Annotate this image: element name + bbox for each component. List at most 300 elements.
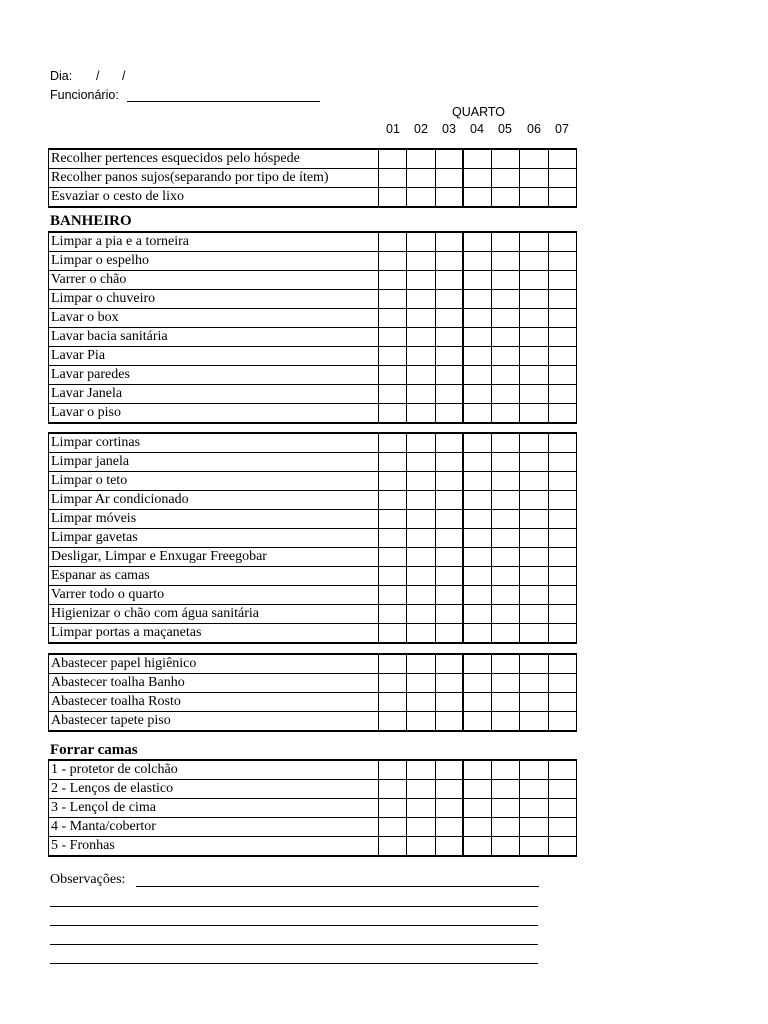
checklist-row bbox=[49, 837, 577, 857]
room-checkbox-cell[interactable] bbox=[520, 472, 548, 491]
task-label: Abastecer toalha Banho bbox=[49, 674, 379, 693]
room-checkbox-cell[interactable] bbox=[492, 472, 520, 491]
room-checkbox-cell[interactable] bbox=[379, 624, 407, 644]
room-checkbox-cell[interactable] bbox=[463, 674, 491, 693]
checklist-row bbox=[49, 605, 577, 624]
funcionario-blank-line bbox=[127, 101, 320, 102]
room-checkbox-cell[interactable] bbox=[520, 271, 548, 290]
room-checkbox-cell[interactable] bbox=[492, 366, 520, 385]
task-label: 3 - Lençol de cima bbox=[49, 799, 379, 818]
section-heading-forrar-camas: Forrar camas bbox=[50, 742, 138, 758]
room-checkbox-cell[interactable] bbox=[379, 309, 407, 328]
room-checkbox-cell[interactable] bbox=[407, 693, 435, 712]
room-number: 06 bbox=[527, 122, 541, 136]
room-number: 05 bbox=[498, 122, 512, 136]
task-label: Recolher pertences esquecidos pelo hóspede bbox=[49, 149, 379, 169]
room-checkbox-cell[interactable] bbox=[379, 605, 407, 624]
room-checkbox-cell[interactable] bbox=[379, 271, 407, 290]
room-checkbox-cell[interactable] bbox=[548, 472, 576, 491]
room-checkbox-cell[interactable] bbox=[548, 567, 576, 586]
room-checkbox-cell[interactable] bbox=[548, 252, 576, 271]
checklist-row bbox=[49, 404, 577, 424]
date-separator: / bbox=[96, 69, 100, 83]
room-checkbox-cell[interactable] bbox=[407, 328, 435, 347]
checklist-row bbox=[49, 491, 577, 510]
room-checkbox-cell[interactable] bbox=[492, 780, 520, 799]
room-checkbox-cell[interactable] bbox=[463, 149, 491, 169]
room-checkbox-cell[interactable] bbox=[379, 328, 407, 347]
room-checkbox-cell[interactable] bbox=[407, 188, 435, 208]
room-checkbox-cell[interactable] bbox=[435, 586, 463, 605]
room-checkbox-cell[interactable] bbox=[492, 385, 520, 404]
room-checkbox-cell[interactable] bbox=[435, 328, 463, 347]
checklist-row bbox=[49, 472, 577, 491]
task-label: 2 - Lenços de elastico bbox=[49, 780, 379, 799]
room-checkbox-cell[interactable] bbox=[548, 586, 576, 605]
room-checkbox-cell[interactable] bbox=[520, 347, 548, 366]
room-checkbox-cell[interactable] bbox=[492, 654, 520, 674]
checklist-row bbox=[49, 290, 577, 309]
room-checkbox-cell[interactable] bbox=[379, 567, 407, 586]
room-checkbox-cell[interactable] bbox=[520, 169, 548, 188]
room-checkbox-cell[interactable] bbox=[492, 271, 520, 290]
task-label: Varrer o chão bbox=[49, 271, 379, 290]
room-checkbox-cell[interactable] bbox=[520, 404, 548, 424]
quarto-header: QUARTO bbox=[452, 105, 506, 119]
task-label: Limpar Ar condicionado bbox=[49, 491, 379, 510]
room-checkbox-cell[interactable] bbox=[492, 586, 520, 605]
room-checkbox-cell[interactable] bbox=[548, 149, 576, 169]
task-label: Limpar portas a maçanetas bbox=[49, 624, 379, 644]
room-checkbox-cell[interactable] bbox=[435, 712, 463, 732]
room-checkbox-cell[interactable] bbox=[379, 290, 407, 309]
room-checkbox-cell[interactable] bbox=[435, 404, 463, 424]
room-checkbox-cell[interactable] bbox=[379, 837, 407, 857]
room-checkbox-cell[interactable] bbox=[548, 818, 576, 837]
room-checkbox-cell[interactable] bbox=[435, 309, 463, 328]
room-checkbox-cell[interactable] bbox=[435, 188, 463, 208]
task-label: Lavar Janela bbox=[49, 385, 379, 404]
room-checkbox-cell[interactable] bbox=[435, 232, 463, 252]
room-checkbox-cell[interactable] bbox=[407, 491, 435, 510]
room-checkbox-cell[interactable] bbox=[379, 433, 407, 453]
room-checkbox-cell[interactable] bbox=[463, 290, 491, 309]
room-checkbox-cell[interactable] bbox=[435, 252, 463, 271]
task-label: Limpar gavetas bbox=[49, 529, 379, 548]
room-checkbox-cell[interactable] bbox=[548, 188, 576, 208]
checklist-row bbox=[49, 169, 577, 188]
room-checkbox-cell[interactable] bbox=[548, 674, 576, 693]
room-checkbox-cell[interactable] bbox=[463, 799, 491, 818]
room-checkbox-cell[interactable] bbox=[548, 799, 576, 818]
room-checkbox-cell[interactable] bbox=[435, 529, 463, 548]
checklist-row bbox=[49, 328, 577, 347]
room-checkbox-cell[interactable] bbox=[379, 188, 407, 208]
room-checkbox-cell[interactable] bbox=[379, 252, 407, 271]
room-checkbox-cell[interactable] bbox=[407, 309, 435, 328]
room-checkbox-cell[interactable] bbox=[548, 712, 576, 732]
room-checkbox-cell[interactable] bbox=[520, 605, 548, 624]
room-checkbox-cell[interactable] bbox=[492, 760, 520, 780]
room-checkbox-cell[interactable] bbox=[463, 491, 491, 510]
room-checkbox-cell[interactable] bbox=[379, 712, 407, 732]
room-checkbox-cell[interactable] bbox=[379, 491, 407, 510]
room-checkbox-cell[interactable] bbox=[463, 385, 491, 404]
checklist-row bbox=[49, 529, 577, 548]
room-checkbox-cell[interactable] bbox=[548, 693, 576, 712]
room-checkbox-cell[interactable] bbox=[492, 799, 520, 818]
date-separator: / bbox=[122, 69, 126, 83]
room-checkbox-cell[interactable] bbox=[492, 149, 520, 169]
room-checkbox-cell[interactable] bbox=[379, 404, 407, 424]
room-checkbox-cell[interactable] bbox=[463, 169, 491, 188]
room-checkbox-cell[interactable] bbox=[407, 366, 435, 385]
room-checkbox-cell[interactable] bbox=[463, 586, 491, 605]
task-label: Abastecer toalha Rosto bbox=[49, 693, 379, 712]
room-checkbox-cell[interactable] bbox=[520, 548, 548, 567]
room-checkbox-cell[interactable] bbox=[435, 290, 463, 309]
checklist-row bbox=[49, 252, 577, 271]
room-checkbox-cell[interactable] bbox=[435, 818, 463, 837]
room-checkbox-cell[interactable] bbox=[463, 818, 491, 837]
room-checkbox-cell[interactable] bbox=[379, 385, 407, 404]
room-checkbox-cell[interactable] bbox=[463, 567, 491, 586]
room-checkbox-cell[interactable] bbox=[520, 385, 548, 404]
room-checkbox-cell[interactable] bbox=[463, 780, 491, 799]
room-number: 03 bbox=[442, 122, 456, 136]
room-checkbox-cell[interactable] bbox=[435, 453, 463, 472]
room-checkbox-cell[interactable] bbox=[548, 760, 576, 780]
room-checkbox-cell[interactable] bbox=[492, 328, 520, 347]
room-checkbox-cell[interactable] bbox=[520, 586, 548, 605]
checklist-row bbox=[49, 693, 577, 712]
checklist-row bbox=[49, 149, 577, 169]
room-checkbox-cell[interactable] bbox=[407, 674, 435, 693]
room-checkbox-cell[interactable] bbox=[520, 309, 548, 328]
section-heading-banheiro: BANHEIRO bbox=[50, 213, 132, 229]
room-checkbox-cell[interactable] bbox=[520, 149, 548, 169]
room-checkbox-cell[interactable] bbox=[435, 780, 463, 799]
room-checkbox-cell[interactable] bbox=[463, 624, 491, 644]
task-label: Esvaziar o cesto de lixo bbox=[49, 188, 379, 208]
room-checkbox-cell[interactable] bbox=[548, 366, 576, 385]
room-checkbox-cell[interactable] bbox=[548, 510, 576, 529]
observacoes-blank-line bbox=[50, 906, 538, 907]
room-checkbox-cell[interactable] bbox=[492, 188, 520, 208]
room-checkbox-cell[interactable] bbox=[407, 453, 435, 472]
room-checkbox-cell[interactable] bbox=[463, 693, 491, 712]
room-checkbox-cell[interactable] bbox=[492, 674, 520, 693]
room-checkbox-cell[interactable] bbox=[435, 799, 463, 818]
room-checkbox-cell[interactable] bbox=[435, 366, 463, 385]
room-checkbox-cell[interactable] bbox=[492, 491, 520, 510]
room-checkbox-cell[interactable] bbox=[548, 605, 576, 624]
room-number: 02 bbox=[414, 122, 428, 136]
room-checkbox-cell[interactable] bbox=[520, 567, 548, 586]
room-number: 07 bbox=[555, 122, 569, 136]
room-checkbox-cell[interactable] bbox=[548, 385, 576, 404]
room-checkbox-cell[interactable] bbox=[379, 548, 407, 567]
room-checkbox-cell[interactable] bbox=[463, 605, 491, 624]
room-checkbox-cell[interactable] bbox=[492, 252, 520, 271]
room-checkbox-cell[interactable] bbox=[492, 818, 520, 837]
room-checkbox-cell[interactable] bbox=[379, 510, 407, 529]
room-checkbox-cell[interactable] bbox=[492, 290, 520, 309]
room-checkbox-cell[interactable] bbox=[463, 453, 491, 472]
room-checkbox-cell[interactable] bbox=[407, 605, 435, 624]
checklist-row bbox=[49, 780, 577, 799]
room-checkbox-cell[interactable] bbox=[435, 385, 463, 404]
room-checkbox-cell[interactable] bbox=[548, 624, 576, 644]
room-checkbox-cell[interactable] bbox=[435, 510, 463, 529]
checklist-row bbox=[49, 674, 577, 693]
room-checkbox-cell[interactable] bbox=[407, 232, 435, 252]
room-checkbox-cell[interactable] bbox=[463, 366, 491, 385]
room-checkbox-cell[interactable] bbox=[548, 491, 576, 510]
room-checkbox-cell[interactable] bbox=[407, 510, 435, 529]
room-checkbox-cell[interactable] bbox=[463, 232, 491, 252]
room-checkbox-cell[interactable] bbox=[463, 271, 491, 290]
room-checkbox-cell[interactable] bbox=[548, 169, 576, 188]
room-checkbox-cell[interactable] bbox=[520, 453, 548, 472]
task-label: Limpar móveis bbox=[49, 510, 379, 529]
room-checkbox-cell[interactable] bbox=[435, 548, 463, 567]
room-checkbox-cell[interactable] bbox=[463, 472, 491, 491]
room-checkbox-cell[interactable] bbox=[463, 328, 491, 347]
room-checkbox-cell[interactable] bbox=[379, 347, 407, 366]
room-checkbox-cell[interactable] bbox=[520, 624, 548, 644]
room-checkbox-cell[interactable] bbox=[463, 654, 491, 674]
room-checkbox-cell[interactable] bbox=[435, 169, 463, 188]
observacoes-blank-line bbox=[50, 925, 538, 926]
room-checkbox-cell[interactable] bbox=[492, 605, 520, 624]
room-checkbox-cell[interactable] bbox=[435, 605, 463, 624]
checklist-row bbox=[49, 654, 577, 674]
room-checkbox-cell[interactable] bbox=[548, 290, 576, 309]
room-checkbox-cell[interactable] bbox=[520, 529, 548, 548]
room-checkbox-cell[interactable] bbox=[548, 433, 576, 453]
room-checkbox-cell[interactable] bbox=[492, 567, 520, 586]
room-checkbox-cell[interactable] bbox=[520, 693, 548, 712]
room-checkbox-cell[interactable] bbox=[407, 586, 435, 605]
room-checkbox-cell[interactable] bbox=[492, 548, 520, 567]
room-checkbox-cell[interactable] bbox=[379, 149, 407, 169]
room-checkbox-cell[interactable] bbox=[435, 760, 463, 780]
task-label: Limpar o espelho bbox=[49, 252, 379, 271]
room-checkbox-cell[interactable] bbox=[520, 780, 548, 799]
room-checkbox-cell[interactable] bbox=[407, 433, 435, 453]
room-checkbox-cell[interactable] bbox=[492, 232, 520, 252]
room-checkbox-cell[interactable] bbox=[548, 837, 576, 857]
room-checkbox-cell[interactable] bbox=[520, 290, 548, 309]
observacoes-blank-line bbox=[50, 944, 538, 945]
room-checkbox-cell[interactable] bbox=[492, 453, 520, 472]
room-checkbox-cell[interactable] bbox=[492, 712, 520, 732]
room-checkbox-cell[interactable] bbox=[463, 433, 491, 453]
room-checkbox-cell[interactable] bbox=[379, 674, 407, 693]
checklist-row bbox=[49, 548, 577, 567]
room-checkbox-cell[interactable] bbox=[407, 252, 435, 271]
checklist-row bbox=[49, 188, 577, 208]
room-checkbox-cell[interactable] bbox=[492, 693, 520, 712]
checklist-row bbox=[49, 760, 577, 780]
funcionario-label: Funcionário: bbox=[50, 88, 119, 102]
room-checkbox-cell[interactable] bbox=[407, 290, 435, 309]
checklist-row bbox=[49, 818, 577, 837]
room-checkbox-cell[interactable] bbox=[520, 252, 548, 271]
room-checkbox-cell[interactable] bbox=[435, 654, 463, 674]
room-checkbox-cell[interactable] bbox=[548, 548, 576, 567]
room-checkbox-cell[interactable] bbox=[407, 472, 435, 491]
room-checkbox-cell[interactable] bbox=[379, 799, 407, 818]
room-checkbox-cell[interactable] bbox=[548, 529, 576, 548]
task-label: Recolher panos sujos(separando por tipo de ítem) bbox=[49, 169, 379, 188]
task-label: 1 - protetor de colchão bbox=[49, 760, 379, 780]
task-label: Desligar, Limpar e Enxugar Freegobar bbox=[49, 548, 379, 567]
room-checkbox-cell[interactable] bbox=[520, 491, 548, 510]
room-checkbox-cell[interactable] bbox=[463, 529, 491, 548]
room-checkbox-cell[interactable] bbox=[407, 548, 435, 567]
task-label: 4 - Manta/cobertor bbox=[49, 818, 379, 837]
task-label: Limpar a pia e a torneira bbox=[49, 232, 379, 252]
checklist-table-quarto bbox=[48, 432, 577, 644]
room-checkbox-cell[interactable] bbox=[407, 347, 435, 366]
room-checkbox-cell[interactable] bbox=[520, 654, 548, 674]
task-label: Lavar paredes bbox=[49, 366, 379, 385]
room-checkbox-cell[interactable] bbox=[407, 654, 435, 674]
room-number: 01 bbox=[386, 122, 400, 136]
checklist-table-abastecer bbox=[48, 653, 577, 732]
room-checkbox-cell[interactable] bbox=[379, 366, 407, 385]
room-checkbox-cell[interactable] bbox=[492, 309, 520, 328]
room-checkbox-cell[interactable] bbox=[379, 169, 407, 188]
room-checkbox-cell[interactable] bbox=[520, 674, 548, 693]
room-checkbox-cell[interactable] bbox=[463, 510, 491, 529]
room-checkbox-cell[interactable] bbox=[548, 404, 576, 424]
room-checkbox-cell[interactable] bbox=[520, 837, 548, 857]
room-checkbox-cell[interactable] bbox=[463, 309, 491, 328]
room-checkbox-cell[interactable] bbox=[463, 760, 491, 780]
room-checkbox-cell[interactable] bbox=[492, 347, 520, 366]
room-checkbox-cell[interactable] bbox=[463, 347, 491, 366]
room-checkbox-cell[interactable] bbox=[407, 271, 435, 290]
room-checkbox-cell[interactable] bbox=[520, 510, 548, 529]
room-checkbox-cell[interactable] bbox=[520, 760, 548, 780]
checklist-row bbox=[49, 567, 577, 586]
room-checkbox-cell[interactable] bbox=[492, 624, 520, 644]
room-checkbox-cell[interactable] bbox=[379, 654, 407, 674]
room-checkbox-cell[interactable] bbox=[435, 472, 463, 491]
room-checkbox-cell[interactable] bbox=[463, 712, 491, 732]
room-checkbox-cell[interactable] bbox=[548, 328, 576, 347]
room-checkbox-cell[interactable] bbox=[435, 347, 463, 366]
room-checkbox-cell[interactable] bbox=[407, 624, 435, 644]
room-checkbox-cell[interactable] bbox=[548, 453, 576, 472]
room-checkbox-cell[interactable] bbox=[492, 169, 520, 188]
room-checkbox-cell[interactable] bbox=[520, 188, 548, 208]
room-checkbox-cell[interactable] bbox=[548, 347, 576, 366]
room-checkbox-cell[interactable] bbox=[548, 780, 576, 799]
task-label: Limpar janela bbox=[49, 453, 379, 472]
room-checkbox-cell[interactable] bbox=[435, 271, 463, 290]
room-checkbox-cell[interactable] bbox=[548, 271, 576, 290]
room-checkbox-cell[interactable] bbox=[379, 780, 407, 799]
room-checkbox-cell[interactable] bbox=[379, 453, 407, 472]
checklist-table-general bbox=[48, 148, 577, 208]
checklist-row bbox=[49, 453, 577, 472]
room-checkbox-cell[interactable] bbox=[492, 510, 520, 529]
room-checkbox-cell[interactable] bbox=[435, 624, 463, 644]
room-checkbox-cell[interactable] bbox=[435, 149, 463, 169]
room-checkbox-cell[interactable] bbox=[492, 837, 520, 857]
room-checkbox-cell[interactable] bbox=[520, 232, 548, 252]
room-checkbox-cell[interactable] bbox=[492, 529, 520, 548]
task-label: Lavar o box bbox=[49, 309, 379, 328]
room-checkbox-cell[interactable] bbox=[435, 693, 463, 712]
task-label: Limpar o chuveiro bbox=[49, 290, 379, 309]
checklist-row bbox=[49, 586, 577, 605]
room-checkbox-cell[interactable] bbox=[407, 780, 435, 799]
room-checkbox-cell[interactable] bbox=[379, 818, 407, 837]
room-checkbox-cell[interactable] bbox=[379, 232, 407, 252]
room-checkbox-cell[interactable] bbox=[407, 837, 435, 857]
checklist-row bbox=[49, 309, 577, 328]
task-label: Varrer todo o quarto bbox=[49, 586, 379, 605]
room-checkbox-cell[interactable] bbox=[379, 529, 407, 548]
checklist-row bbox=[49, 347, 577, 366]
room-checkbox-cell[interactable] bbox=[407, 799, 435, 818]
room-checkbox-cell[interactable] bbox=[379, 586, 407, 605]
room-checkbox-cell[interactable] bbox=[520, 366, 548, 385]
room-checkbox-cell[interactable] bbox=[548, 654, 576, 674]
room-checkbox-cell[interactable] bbox=[463, 837, 491, 857]
room-checkbox-cell[interactable] bbox=[407, 149, 435, 169]
room-checkbox-cell[interactable] bbox=[435, 837, 463, 857]
room-checkbox-cell[interactable] bbox=[492, 404, 520, 424]
room-checkbox-cell[interactable] bbox=[492, 433, 520, 453]
room-checkbox-cell[interactable] bbox=[407, 169, 435, 188]
room-checkbox-cell[interactable] bbox=[435, 674, 463, 693]
room-checkbox-cell[interactable] bbox=[463, 548, 491, 567]
room-checkbox-cell[interactable] bbox=[520, 712, 548, 732]
room-checkbox-cell[interactable] bbox=[407, 818, 435, 837]
room-checkbox-cell[interactable] bbox=[520, 328, 548, 347]
room-checkbox-cell[interactable] bbox=[548, 309, 576, 328]
room-checkbox-cell[interactable] bbox=[435, 567, 463, 586]
room-checkbox-cell[interactable] bbox=[463, 188, 491, 208]
room-checkbox-cell[interactable] bbox=[520, 433, 548, 453]
room-checkbox-cell[interactable] bbox=[435, 491, 463, 510]
observacoes-blank-line bbox=[50, 963, 538, 964]
task-label: Espanar as camas bbox=[49, 567, 379, 586]
room-checkbox-cell[interactable] bbox=[407, 712, 435, 732]
room-checkbox-cell[interactable] bbox=[407, 529, 435, 548]
task-label: Limpar cortinas bbox=[49, 433, 379, 453]
room-checkbox-cell[interactable] bbox=[407, 404, 435, 424]
room-checkbox-cell[interactable] bbox=[407, 567, 435, 586]
room-checkbox-cell[interactable] bbox=[379, 472, 407, 491]
room-checkbox-cell[interactable] bbox=[435, 433, 463, 453]
room-checkbox-cell[interactable] bbox=[548, 232, 576, 252]
room-checkbox-cell[interactable] bbox=[379, 693, 407, 712]
room-checkbox-cell[interactable] bbox=[520, 818, 548, 837]
room-checkbox-cell[interactable] bbox=[407, 760, 435, 780]
room-checkbox-cell[interactable] bbox=[407, 385, 435, 404]
room-checkbox-cell[interactable] bbox=[379, 760, 407, 780]
room-checkbox-cell[interactable] bbox=[463, 252, 491, 271]
room-checkbox-cell[interactable] bbox=[520, 799, 548, 818]
room-checkbox-cell[interactable] bbox=[463, 404, 491, 424]
